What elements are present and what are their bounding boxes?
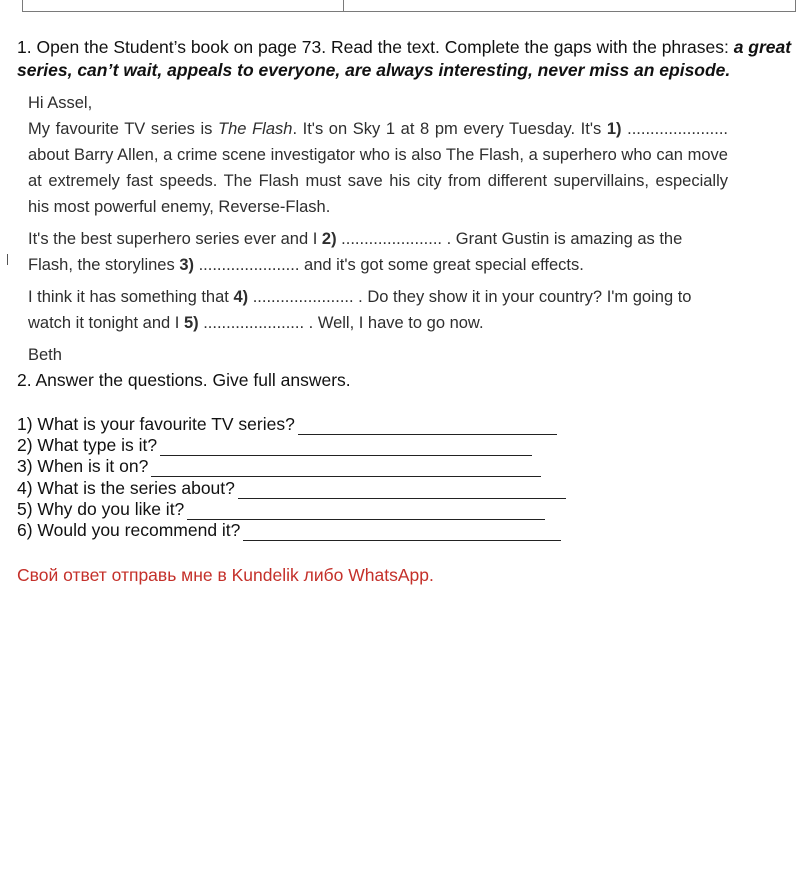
text: about Barry Allen, a crime scene investigator who is also The Flash, a superhero who can move at extremely fast speeds. The Flash must save his city from different supervillains, especially his most powerful enemy, Reverse-Flash. xyxy=(28,146,728,216)
question-3 xyxy=(17,456,541,477)
gap-1-blank: ...................... xyxy=(627,120,728,138)
question-text: 4) What is the series about? xyxy=(17,478,235,498)
text: I think it has something that xyxy=(28,288,234,306)
text: . Well, I have to go now. xyxy=(304,314,484,332)
gap-3-number: 3) xyxy=(179,256,194,274)
question-text: 2) What type is it? xyxy=(17,435,158,455)
task-1-lead: 1. Open the Student’s book on page 73. Read the text. Complete the gaps with the phrases: xyxy=(17,37,734,57)
series-title: The Flash xyxy=(218,120,293,138)
text: My favourite TV series is xyxy=(28,120,219,138)
table-divider xyxy=(343,0,344,11)
gap-3-blank: ...................... xyxy=(198,256,300,274)
gap-2-number: 2) xyxy=(321,230,337,248)
question-text: 3) When is it on? xyxy=(17,456,149,476)
margin-mark xyxy=(7,254,8,265)
text: . Do they show it in your country? I'm going to watch it tonight and I xyxy=(28,288,692,332)
letter-text xyxy=(28,90,728,368)
question-2 xyxy=(17,435,532,456)
answer-line-5[interactable] xyxy=(187,502,545,520)
letter-signature: Beth xyxy=(28,346,62,364)
question-5 xyxy=(17,499,545,520)
top-table-border xyxy=(22,0,796,12)
task-2-title: 2. Answer the questions. Give full answers. xyxy=(17,370,351,390)
text: . It's on Sky 1 at 8 pm every Tuesday. It's xyxy=(292,120,607,138)
text: . Grant Gustin is amazing as the Flash, the storylines xyxy=(28,230,683,274)
gap-4-number: 4) xyxy=(233,288,249,306)
gap-2-blank: ...................... xyxy=(341,230,443,248)
text: and it's got some great special effects. xyxy=(299,256,584,274)
question-6 xyxy=(17,520,561,541)
question-text: 1) What is your favourite TV series? xyxy=(17,414,295,434)
task-1-instruction xyxy=(17,36,797,82)
gap-5-blank: ...................... xyxy=(203,314,305,332)
question-1 xyxy=(17,414,557,435)
question-text: 5) Why do you like it? xyxy=(17,499,185,519)
answer-line-6[interactable] xyxy=(243,523,561,541)
text: It's the best superhero series ever and I xyxy=(28,230,322,248)
task-1-phrases: a great series, can’t wait, appeals to everyone, are always interesting, never miss an episode. xyxy=(17,37,792,80)
teacher-note: Свой ответ отправь мне в Kundelik либо WhatsApp. xyxy=(17,565,434,585)
question-4 xyxy=(17,478,566,499)
gap-4-blank: ...................... xyxy=(252,288,354,306)
answer-line-4[interactable] xyxy=(238,481,566,499)
gap-5-number: 5) xyxy=(183,314,199,332)
letter-paragraph-3 xyxy=(28,284,728,336)
answer-line-3[interactable] xyxy=(151,459,541,477)
answer-line-1[interactable] xyxy=(298,417,557,435)
answer-line-2[interactable] xyxy=(160,438,532,456)
gap-1-number: 1) xyxy=(606,120,622,138)
question-text: 6) Would you recommend it? xyxy=(17,520,241,540)
letter-paragraph-1 xyxy=(28,116,728,220)
letter-paragraph-2 xyxy=(28,226,728,278)
letter-greeting: Hi Assel, xyxy=(28,94,93,112)
